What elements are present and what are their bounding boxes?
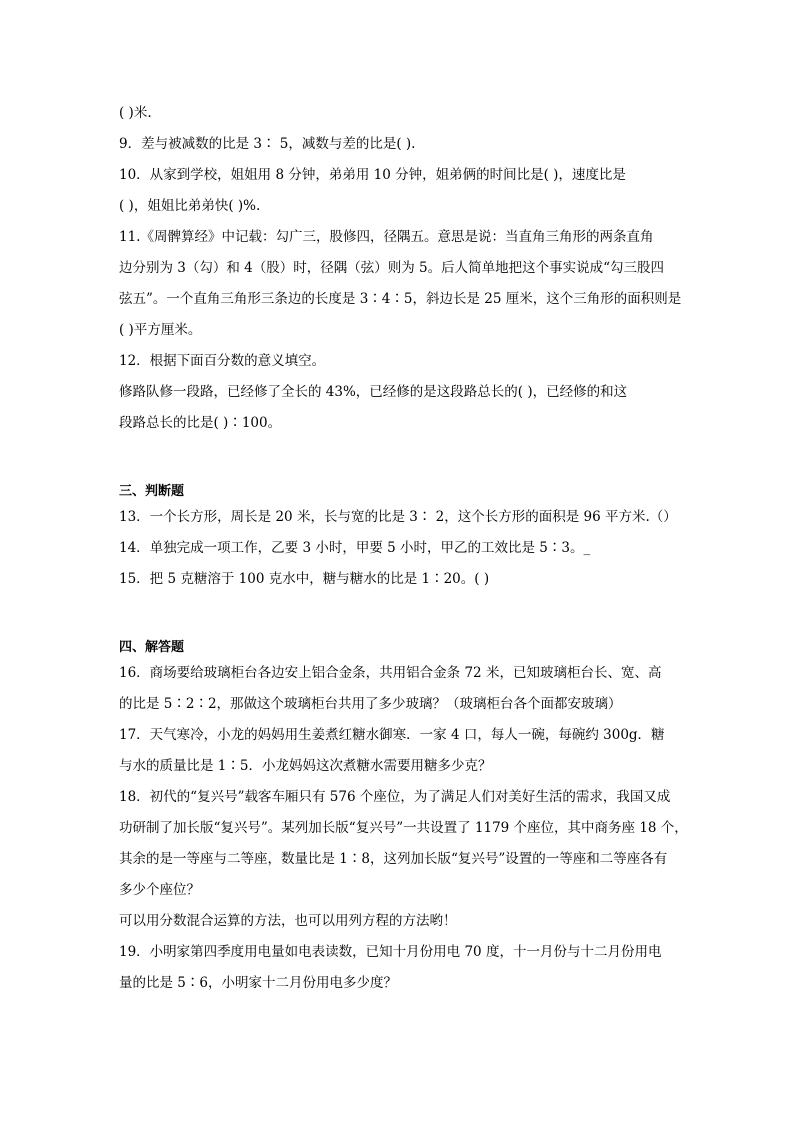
question-9: 9．差与被减数的比是 3∶ 5，减数与差的比是( ). (119, 136, 416, 152)
question-16-line-1: 16．商场要给玻璃柜台各边安上铝合金条，共用铝合金条 72 米，已知玻璃柜台长、宽、高 (119, 665, 662, 681)
section-heading-answers: 四、解答题 (119, 640, 185, 655)
question-11-line-2: 边分别为 3（勾）和 4（股）时，径隅（弦）则为 5。后人简单地把这个事实说成“勾三股四 (119, 260, 665, 276)
question-18-line-1: 18．初代的“复兴号”载客车厢只有 576 个座位，为了满足人们对美好生活的需求，我国又成 (119, 789, 671, 805)
section-heading-judgement: 三、判断题 (119, 484, 185, 499)
question-19-line-1: 19．小明家第四季度用电量如电表读数，已知十月份用电 70 度，十一月份与十二月份用电 (119, 944, 662, 960)
question-13: 13．一个长方形，周长是 20 米，长与宽的比是 3∶ 2，这个长方形的面积是 96 平方米.（） (119, 509, 677, 525)
question-11-line-3: 弦五”。一个直角三角形三条边的长度是 3∶4∶5，斜边长是 25 厘米，这个三角形的面积则是 (119, 291, 682, 307)
question-17-line-1: 17．天气寒冷，小龙的妈妈用生姜煮红糖水御寒．一家 4 口，每人一碗，每碗约 300g．糖 (119, 727, 665, 743)
question-14: 14．单独完成一项工作，乙要 3 小时，甲要 5 小时，甲乙的工效比是 5∶3。_ (119, 540, 591, 556)
question-18-line-4: 多少个座位？ (119, 882, 200, 898)
question-18-line-3: 其余的是一等座与二等座，数量比是 1∶8，这列加长版“复兴号”设置的一等座和二等座各有 (119, 851, 668, 867)
question-18-line-2: 功研制了加长版“复兴号”。某列加长版“复兴号”一共设置了 1179 个座位，其中商务座 18 个， (119, 820, 688, 836)
question-10-line-1: 10．从家到学校，姐姐用 8 分钟，弟弟用 10 分钟，姐弟俩的时间比是( )，速度比是 (119, 167, 626, 183)
question-18-hint: 可以用分数混合运算的方法，也可以用列方程的方法哟！ (119, 913, 457, 929)
question-10-line-2: ( )，姐姐比弟弟快( )%. (119, 198, 261, 214)
question-19-line-2: 量的比是 5∶6，小明家十二月份用电多少度？ (119, 975, 397, 991)
question-12-body-line-2: 段路总长的比是( )∶100。 (119, 415, 282, 431)
question-11-line-1: 11.《周髀算经》中记载：勾广三，股修四，径隅五。意思是说：当直角三角形的两条直角 (119, 229, 654, 245)
q8-continuation: ( )米. (119, 105, 152, 121)
question-12-body-line-1: 修路队修一段路，已经修了全长的 43%，已经修的是这段路总长的( )，已经修的和这 (119, 384, 628, 400)
question-17-line-2: 与水的质量比是 1∶5．小龙妈妈这次煮糖水需要用糖多少克？ (119, 758, 492, 774)
question-15: 15．把 5 克糖溶于 100 克水中，糖与糖水的比是 1∶20。( ) (119, 571, 490, 587)
question-12: 12．根据下面百分数的意义填空。 (119, 353, 326, 369)
question-11-line-4: ( )平方厘米。 (119, 322, 202, 338)
question-16-line-2: 的比是 5∶2∶2，那做这个玻璃柜台共用了多少玻璃？（玻璃柜台各个面都安玻璃） (119, 696, 622, 712)
